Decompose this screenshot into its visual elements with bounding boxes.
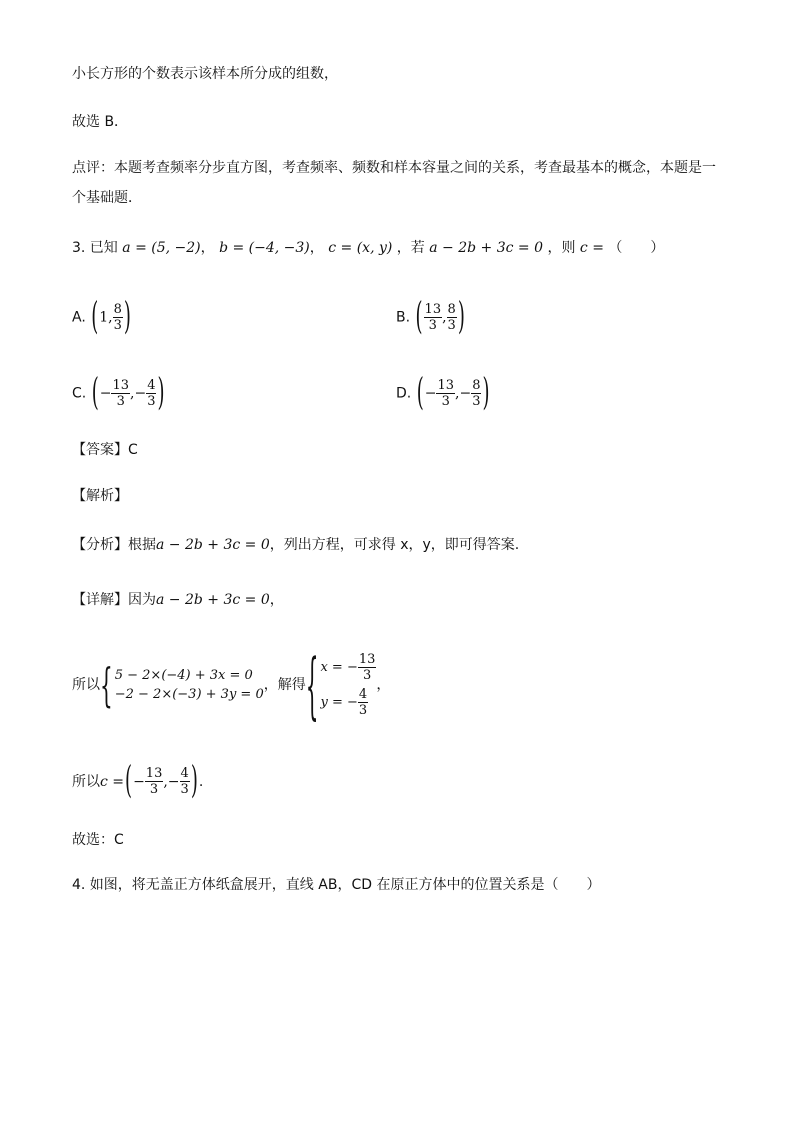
- q3-cond-prefix: ，若: [396, 240, 425, 256]
- x-equals: x = −: [320, 660, 358, 675]
- numerator: 8: [447, 302, 456, 317]
- x-fraction: [358, 652, 377, 683]
- left-brace-1: {: [100, 657, 113, 713]
- text-line-1: 小长方形的个数表示该样本所分成的组数，: [72, 66, 338, 82]
- denominator: 3: [428, 318, 437, 333]
- right-paren: ): [457, 294, 465, 339]
- denominator: 3: [447, 318, 456, 333]
- final-fraction-2: [180, 766, 190, 797]
- system-1-line-2: −2 − 2×(−3) + 3y = 0: [114, 687, 264, 702]
- option-a-label: A.: [72, 309, 86, 326]
- numerator: 4: [147, 378, 156, 393]
- system-2: [320, 652, 376, 718]
- final-fraction-1: [145, 766, 164, 797]
- numerator: 13: [437, 378, 454, 393]
- comment-line-2: 个基础题．: [72, 190, 142, 206]
- left-paren: (: [416, 370, 424, 415]
- final-vector: 所以 c = ( − $\frac{13}{3}$ ,− $\frac{4}{3}$ ) .: [72, 758, 204, 803]
- option-a: [72, 294, 132, 339]
- left-paren: (: [415, 294, 423, 339]
- option-d-fraction-2: [471, 378, 481, 409]
- analysis-tag: 【解析】: [72, 488, 128, 504]
- system-2-line-1: [320, 652, 376, 683]
- numerator: 4: [358, 687, 368, 702]
- q3-ask: c =: [579, 240, 604, 256]
- option-b-label: B.: [396, 309, 411, 326]
- numerator: 8: [472, 378, 481, 393]
- denominator: 3: [180, 782, 189, 797]
- detail-intro: [72, 590, 284, 610]
- jiede: ，解得: [263, 677, 306, 693]
- fenxi-rest: ，列出方程，可求得 x，y，即可得答案.: [269, 537, 520, 553]
- denominator: 3: [441, 394, 450, 409]
- left-paren: (: [125, 758, 133, 803]
- xiangjie-prefix: 【详解】因为: [72, 592, 156, 608]
- denominator: 3: [362, 668, 372, 683]
- left-brace-2: {: [305, 641, 319, 729]
- option-c-fraction-2: [146, 378, 156, 409]
- q3-blank: （ ）: [608, 240, 665, 256]
- denominator: 3: [147, 394, 156, 409]
- period: .: [198, 773, 204, 790]
- option-b: B. ( $\frac{13}{3}$ , $\frac{8}{3}$ ): [396, 294, 465, 339]
- question-4: 4. 如图，将无盖正方体纸盒展开，直线 AB，CD 在原正方体中的位置关系是（ ）: [72, 877, 601, 893]
- option-a-first: 1,: [99, 309, 113, 326]
- fenxi-equation: a − 2b + 3c = 0: [156, 537, 270, 553]
- final-choice: 故选：C: [72, 832, 124, 848]
- q3-then: ，则: [547, 240, 576, 256]
- q3-condition: a − 2b + 3c = 0: [429, 240, 544, 256]
- numerator: 4: [180, 766, 189, 781]
- text-line-2: 故选 B．: [72, 114, 129, 130]
- right-paren: ): [190, 758, 198, 803]
- y-fraction: [358, 687, 368, 718]
- option-d-fraction-1: [436, 378, 455, 409]
- vector-b-def: b = (−4, −3): [219, 240, 310, 256]
- right-paren: ): [123, 294, 131, 339]
- denominator: 3: [113, 318, 122, 333]
- q3-prefix: 3. 已知: [72, 240, 118, 256]
- numerator: 13: [424, 302, 442, 317]
- numerator: 8: [113, 302, 122, 317]
- numerator: 13: [112, 378, 129, 393]
- suoyi: 所以: [72, 677, 100, 693]
- right-paren: ): [482, 370, 490, 415]
- final-c: c =: [100, 773, 125, 790]
- option-c-fraction-1: [111, 378, 130, 409]
- option-c-label: C.: [72, 385, 87, 402]
- option-d-label: D.: [396, 385, 412, 402]
- left-paren: (: [91, 370, 99, 415]
- option-c: C. (− $\frac{13}{3}$ ,− $\frac{4}{3}$ ): [72, 370, 165, 415]
- left-paren: (: [91, 294, 99, 339]
- y-equals: y = −: [320, 695, 358, 710]
- denominator: 3: [358, 703, 368, 718]
- system-1-line-1: 5 − 2×(−4) + 3x = 0: [114, 668, 253, 683]
- suoyi-2: 所以: [72, 773, 100, 790]
- option-a-fraction: [113, 302, 123, 333]
- answer-tag: 【答案】C: [72, 442, 138, 458]
- comment-line-1: 点评：本题考查频率分步直方图，考查频率、频数和样本容量之间的关系，考查最基本的概念，本题是一: [72, 160, 716, 176]
- numerator: 13: [145, 766, 163, 781]
- numerator: 13: [358, 652, 376, 667]
- comma: ，: [376, 677, 391, 693]
- analysis-summary: [72, 535, 519, 555]
- option-b-fraction-1: [424, 302, 443, 333]
- question-3: 3. 已知 a = (5, −2)， b = (−4, −3)， c = (x, y) ，若 a − 2b + 3c = 0 ，则 c = （ ）: [72, 240, 665, 256]
- equation-systems: [72, 641, 391, 729]
- system-2-line-2: [320, 687, 376, 718]
- denominator: 3: [472, 394, 481, 409]
- right-paren: ): [157, 370, 165, 415]
- option-b-fraction-2: [447, 302, 457, 333]
- fenxi-prefix: 【分析】根据: [72, 537, 156, 553]
- xiangjie-suffix: ，: [269, 592, 284, 608]
- vector-c-def: c = (x, y): [328, 240, 393, 256]
- denominator: 3: [116, 394, 125, 409]
- system-1: [115, 666, 264, 704]
- xiangjie-equation: a − 2b + 3c = 0: [156, 592, 270, 608]
- vector-a-def: a = (5, −2): [122, 240, 201, 256]
- option-d: D. (− $\frac{13}{3}$ ,− $\frac{8}{3}$ ): [396, 370, 490, 415]
- denominator: 3: [149, 782, 159, 797]
